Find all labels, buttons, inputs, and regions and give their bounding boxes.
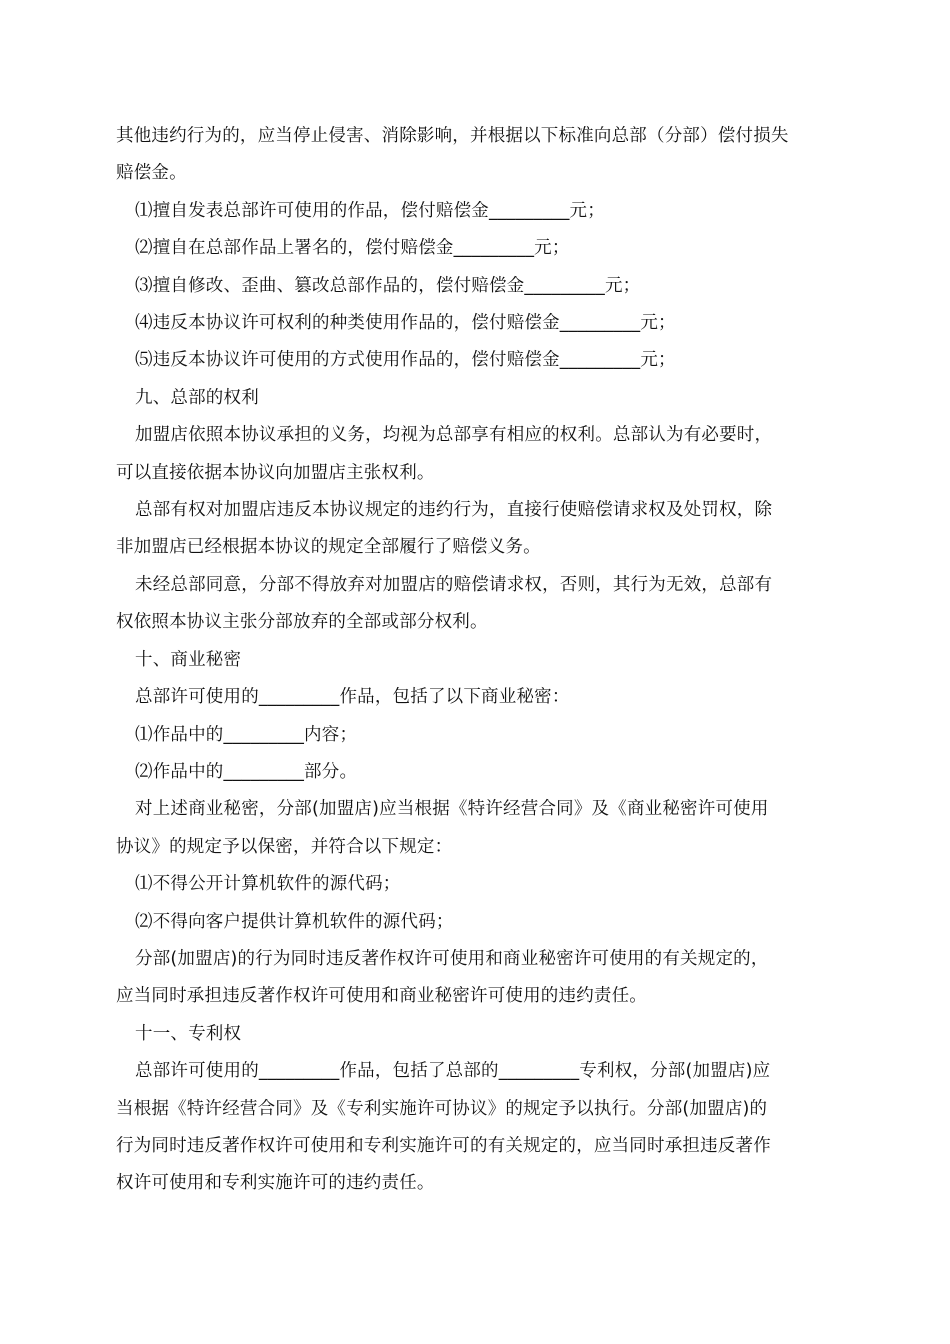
paragraph-line: 权许可使用和专利实施许可的违约责任。 [116, 1173, 435, 1194]
paragraph-line: 总部许可使用的_________作品，包括了总部的_________专利权，分部(加盟店)应 [135, 1061, 771, 1082]
section-heading: 十一、专利权 [135, 1023, 242, 1044]
list-item: ⑴作品中的_________内容； [135, 724, 358, 745]
paragraph-line: 未经总部同意，分部不得放弃对加盟店的赔偿请求权，否则，其行为无效，总部有 [135, 574, 773, 595]
list-item: ⑶擅自修改、歪曲、篡改总部作品的，偿付赔偿金_________元； [135, 275, 641, 296]
paragraph-line: 可以直接依据本协议向加盟店主张权利。 [116, 462, 435, 483]
paragraph-line: 其他违约行为的，应当停止侵害、消除影响，并根据以下标准向总部（分部）偿付损失 [116, 126, 789, 146]
paragraph-line: 分部(加盟店)的行为同时违反著作权许可使用和商业秘密许可使用的有关规定的， [135, 948, 769, 969]
list-item: ⑴擅自发表总部许可使用的作品，偿付赔偿金_________元； [135, 200, 605, 221]
paragraph-line: 当根据《特许经营合同》及《专利实施许可协议》的规定予以执行。分部(加盟店)的 [116, 1098, 768, 1119]
list-item: ⑵不得向客户提供计算机软件的源代码； [135, 911, 454, 932]
paragraph-line: 应当同时承担违反著作权许可使用和商业秘密许可使用的违约责任。 [116, 986, 647, 1007]
section-heading: 十、商业秘密 [135, 649, 242, 670]
paragraph-line: 加盟店依照本协议承担的义务，均视为总部享有相应的权利。总部认为有必要时， [135, 425, 773, 446]
paragraph-line: 总部有权对加盟店违反本协议规定的违约行为，直接行使赔偿请求权及处罚权，除 [135, 500, 773, 521]
paragraph-line: 非加盟店已经根据本协议的规定全部履行了赔偿义务。 [116, 537, 541, 558]
document-page [116, 118, 838, 1203]
list-item: ⑷违反本协议许可权利的种类使用作品的，偿付赔偿金_________元； [135, 313, 676, 334]
paragraph-line: 权依照本协议主张分部放弃的全部或部分权利。 [116, 612, 488, 633]
section-heading: 九、总部的权利 [135, 387, 259, 408]
list-item: ⑵作品中的_________部分。 [135, 761, 358, 782]
paragraph-line: 对上述商业秘密，分部(加盟店)应当根据《特许经营合同》及《商业秘密许可使用 [135, 799, 769, 820]
paragraph-line: 协议》的规定予以保密，并符合以下规定： [116, 836, 453, 857]
paragraph-line: 行为同时违反著作权许可使用和专利实施许可的有关规定的，应当同时承担违反著作 [116, 1135, 771, 1156]
list-item: ⑵擅自在总部作品上署名的，偿付赔偿金_________元； [135, 238, 570, 259]
list-item: ⑴不得公开计算机软件的源代码； [135, 874, 401, 895]
paragraph-line: 赔偿金。 [116, 163, 187, 184]
list-item: ⑸违反本协议许可使用的方式使用作品的，偿付赔偿金_________元； [135, 350, 676, 371]
paragraph-line: 总部许可使用的_________作品，包括了以下商业秘密： [135, 687, 570, 708]
